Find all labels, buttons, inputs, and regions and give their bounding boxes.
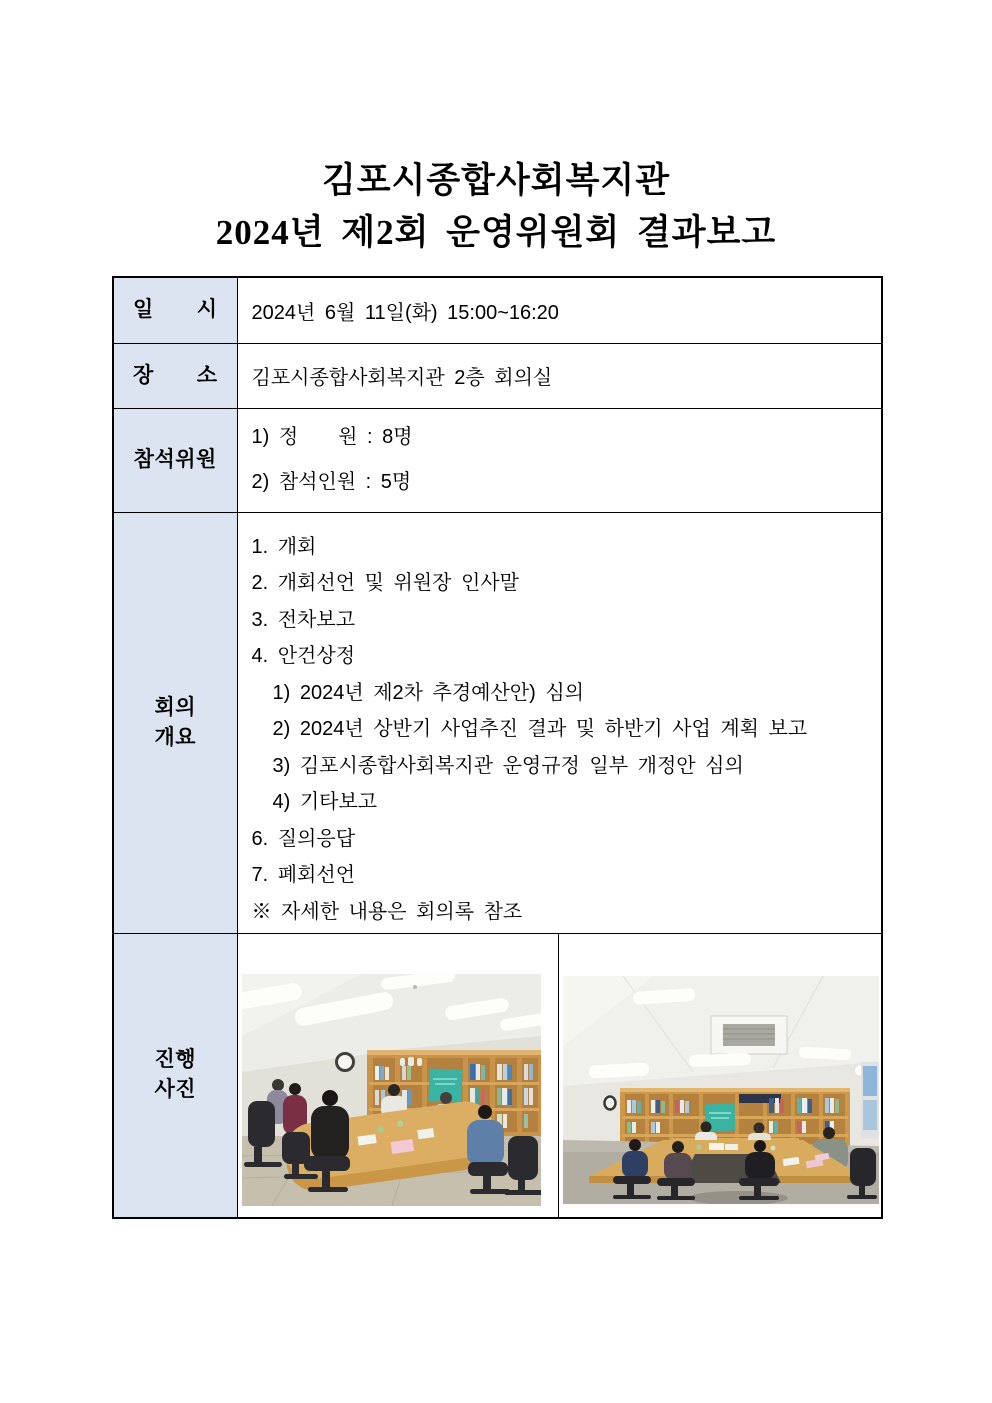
row-photos	[113, 933, 882, 1218]
overview-item: 1. 개회	[251, 535, 317, 558]
overview-item: 6. 질의응답	[251, 827, 356, 850]
attendees-label: 참석위원	[113, 408, 237, 512]
overview-label	[113, 512, 237, 933]
attendees-value	[237, 408, 882, 512]
overview-item: 7. 폐회선언	[251, 864, 356, 887]
datetime-value: 2024년 6월 11일(화) 15:00~16:20	[237, 277, 882, 343]
document-title-line1: 김포시종합사회복지관	[321, 161, 671, 200]
document-title	[0, 155, 992, 259]
meeting-photo-left	[242, 974, 541, 1206]
report-table	[112, 276, 883, 1219]
place-label: 장 소	[113, 343, 237, 408]
row-datetime	[113, 277, 882, 343]
photo-cell-left	[237, 933, 558, 1218]
place-value: 김포시종합사회복지관 2층 회의실	[237, 343, 882, 408]
photo-cell-right	[558, 933, 882, 1218]
overview-content	[237, 512, 882, 933]
document-title-line2: 2024년 제2회 운영위원회 결과보고	[215, 213, 777, 252]
overview-subitem: 4) 기타보고	[272, 791, 378, 814]
overview-item: 3. 전차보고	[251, 608, 356, 631]
overview-subitem: 3) 김포시종합사회복지관 운영규정 일부 개정안 심의	[272, 754, 744, 777]
attendees-line-2: 2) 참석인원 : 5명	[251, 471, 412, 493]
overview-item: 4. 안건상정	[251, 645, 356, 668]
overview-label-line2: 개요	[154, 725, 197, 749]
datetime-label: 일 시	[113, 277, 237, 343]
overview-label-line1: 회의	[154, 695, 197, 719]
photos-label-line1: 진행	[154, 1048, 197, 1072]
attendees-line-1: 1) 정 원 : 8명	[251, 426, 413, 448]
overview-note: ※ 자세한 내용은 회의록 참조	[251, 900, 523, 923]
photos-label	[113, 933, 237, 1218]
row-place	[113, 343, 882, 408]
photos-label-line2: 사진	[154, 1078, 197, 1102]
overview-subitem: 1) 2024년 제2차 추경예산안) 심의	[272, 681, 584, 704]
overview-item: 2. 개회선언 및 위원장 인사말	[251, 572, 519, 595]
row-attendees	[113, 408, 882, 512]
row-overview	[113, 512, 882, 933]
overview-subitem: 2) 2024년 상반기 사업추진 결과 및 하반기 사업 계획 보고	[272, 718, 808, 741]
meeting-photo-right	[563, 976, 879, 1204]
